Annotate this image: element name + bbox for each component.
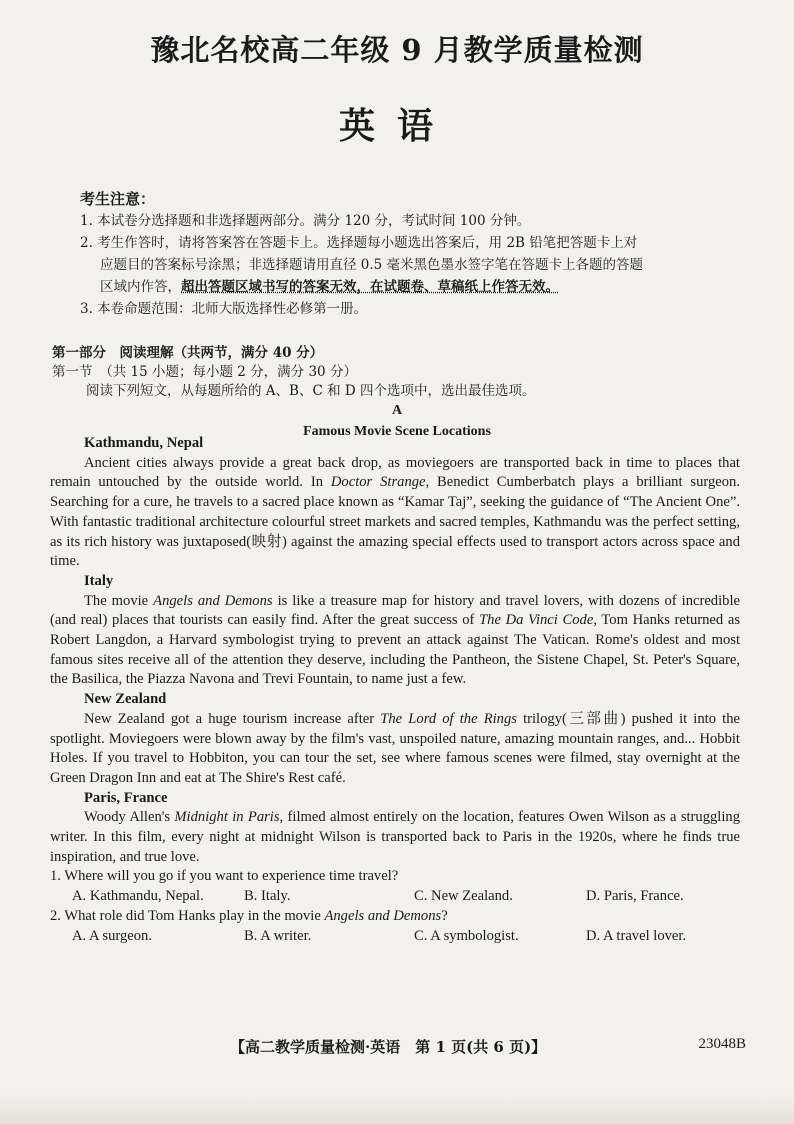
paragraph-new-zealand xyxy=(50,710,740,789)
paragraph-italy-c: , Tom Hanks returned as Robert Langdon, a Harvard symbologist trying to prevent an attack against The Vatican. Rome's oldest and most famous sites receive all of the attention they deserve, including the Pantheon, the Sistene Chapel, St. Peter's Square, the Basilica, the Piazza Navona and Trevi Fountain, to name just a few. xyxy=(50,612,741,688)
q1-option-b: B. Italy. xyxy=(244,888,291,905)
candidate-notice xyxy=(80,188,730,320)
passage-letter: A xyxy=(391,403,403,418)
notice-warning: 超出答题区域书写的答案无效，在试题卷、草稿纸上作答无效。 xyxy=(181,279,559,295)
question-2-options xyxy=(50,927,740,947)
notice-item-2-line2: 应题目的答案标号涂黑；非选择题请用直径 0.5 毫米黑色墨水签字笔在答题卡上各题的答题 xyxy=(100,257,644,273)
notice-item-2-line1: 2. 考生作答时，请将答案答在答题卡上。选择题每小题选出答案后，用 2B 铅笔把答题卡上对 xyxy=(80,235,638,251)
notice-heading: 考生注意： xyxy=(80,190,156,208)
paragraph-paris-b: , filmed almost entirely on the location, features Owen Wilson as a struggling writer. In this film, every night at midnight Wilson is transported back to Paris in the 1920s, where he finds true inspiration, and true love. xyxy=(50,809,741,865)
q1-option-d: D. Paris, France. xyxy=(586,888,684,905)
paragraph-kathmandu-a: Ancient cities always provide a great back drop, as moviegoers are transported back in time to places that remain untouched by the outside world. In xyxy=(50,454,740,491)
location-heading-italy: Italy xyxy=(84,572,114,589)
notice-item-2 xyxy=(80,232,730,298)
movie-title-lord-of-rings: The Lord of the Rings xyxy=(380,710,517,727)
movie-title-angels-demons: Angels and Demons xyxy=(153,592,273,609)
q2-option-c: C. A symbologist. xyxy=(414,927,519,944)
question-1-options xyxy=(50,887,740,907)
subject-title: 英语 xyxy=(338,105,455,147)
paragraph-kathmandu xyxy=(50,454,740,572)
next-page-bleed xyxy=(0,1094,794,1124)
movie-title-doctor-strange: Doctor Strange xyxy=(330,474,426,491)
location-heading-paris: Paris, France xyxy=(84,789,168,806)
location-heading-new-zealand: New Zealand xyxy=(84,691,167,708)
question-2-movie-title: Angels and Demons xyxy=(324,907,442,924)
paragraph-new-zealand-a: New Zealand got a huge tourism increase after xyxy=(84,710,381,727)
q2-option-a: A. A surgeon. xyxy=(72,927,153,944)
question-1-stem: 1. Where will you go if you want to experience time travel? xyxy=(50,868,399,885)
q1-option-c: C. New Zealand. xyxy=(414,888,513,905)
notice-item-1: 1. 本试卷分选择题和非选择题两部分。满分 120 分，考试时间 100 分钟。 xyxy=(80,213,531,229)
sub-heading: 第一节 （共 15 小题；每小题 2 分，满分 30 分） xyxy=(52,364,357,380)
notice-item-3: 3. 本卷命题范围：北师大版选择性必修第一册。 xyxy=(80,301,368,317)
movie-title-midnight-in-paris: Midnight in Paris xyxy=(174,809,280,826)
question-2-stem-end: ? xyxy=(441,907,448,924)
q2-option-d: D. A travel lover. xyxy=(586,927,687,944)
question-2 xyxy=(50,907,740,946)
paragraph-italy xyxy=(50,592,740,691)
question-1 xyxy=(50,867,740,906)
exam-title: 豫北名校高二年级 9 月教学质量检测 xyxy=(150,33,644,67)
paragraph-paris xyxy=(50,808,740,867)
passage-title: Famous Movie Scene Locations xyxy=(303,424,491,439)
instruction: 阅读下列短文，从每题所给的 A、B、C 和 D 四个选项中，选出最佳选项。 xyxy=(86,383,536,399)
location-heading-kathmandu: Kathmandu, Nepal xyxy=(84,435,204,451)
footer-page-info: 【高二教学质量检测·英语 第 1 页(共 6 页)】 xyxy=(230,1038,547,1056)
q1-option-a: A. Kathmandu, Nepal. xyxy=(72,888,204,905)
movie-title-da-vinci-code: The Da Vinci Code xyxy=(479,612,594,629)
paragraph-italy-a: The movie xyxy=(84,592,154,609)
paragraph-new-zealand-b: trilogy(三部曲) pushed it into the spotlight. Moviegoers were blown away by the film's vast, unspoiled nature, amazing mountain ranges, and... Hobbit Holes. If you travel to Hobbiton, you can tour the set, see where famous scenes were filmed, stay overnight at the Green Dragon Inn and eat at The Shire's Rest café. xyxy=(50,710,740,786)
notice-item-2-line3 xyxy=(80,276,730,298)
part-heading: 第一部分 阅读理解（共两节，满分 40 分） xyxy=(52,345,324,361)
paragraph-kathmandu-b: , Benedict Cumberbatch plays a brilliant surgeon. Searching for a cure, he travels to a sacred place known as “Kamar Taj”, seeking the guidance of “The Ancient One”. With fantastic traditional architecture colourful street markets and sacred temples, Kathmandu was the perfect setting, as its rich history was juxtaposed(映射) against the amazing special effects used to transport actors across space and time. xyxy=(50,474,740,570)
q2-option-b: B. A writer. xyxy=(244,927,312,944)
passage-body xyxy=(50,434,740,946)
question-2-stem-text: 2. What role did Tom Hanks play in the movie xyxy=(50,907,325,924)
notice-item-2-line3-plain: 区域内作答， xyxy=(100,279,181,295)
reading-section-header xyxy=(52,344,742,441)
question-2-stem xyxy=(50,907,740,927)
paragraph-paris-a: Woody Allen's xyxy=(84,809,175,826)
paragraph-italy-b: is like a treasure map for history and travel lovers, with dozens of incredible (and real) places that tourists can easily find. After the great success of xyxy=(50,592,740,629)
footer-exam-code: 23048B xyxy=(698,1036,746,1052)
